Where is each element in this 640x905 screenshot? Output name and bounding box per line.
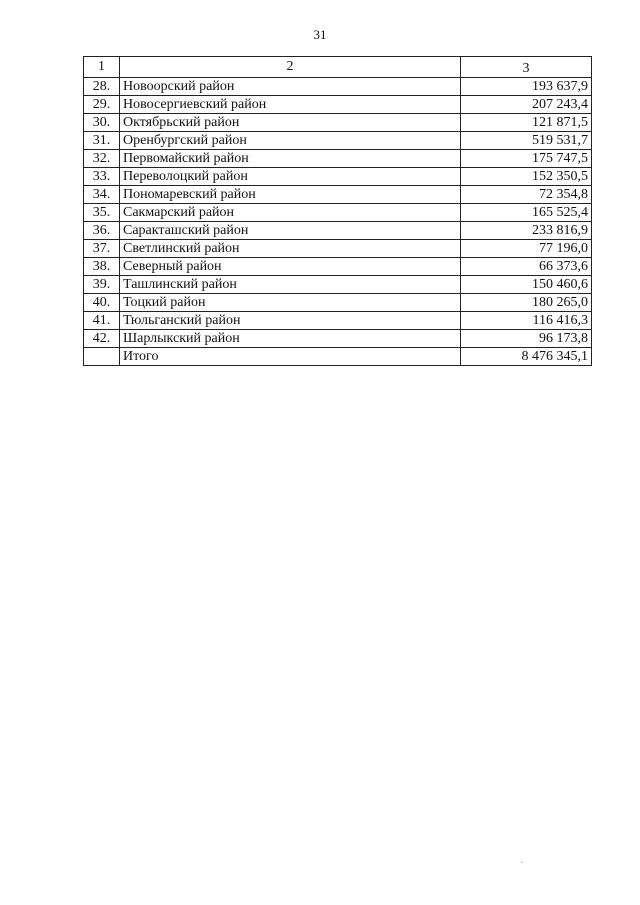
district-table — [83, 56, 592, 366]
row-number: 31. — [84, 132, 120, 150]
row-number: 42. — [84, 330, 120, 348]
header-col-1: 1 — [84, 57, 120, 78]
district-name: Первомайский район — [120, 150, 461, 168]
district-name: Сакмарский район — [120, 204, 461, 222]
table-row — [84, 150, 592, 168]
district-name: Оренбургский район — [120, 132, 461, 150]
page-number: 31 — [313, 27, 327, 42]
table-row — [84, 132, 592, 150]
table-row — [84, 96, 592, 114]
table-row — [84, 222, 592, 240]
row-number: 40. — [84, 294, 120, 312]
row-number: 38. — [84, 258, 120, 276]
table-body — [84, 57, 592, 366]
row-number: 39. — [84, 276, 120, 294]
row-number: 30. — [84, 114, 120, 132]
district-value: 72 354,8 — [461, 186, 592, 204]
district-value: 96 173,8 — [461, 330, 592, 348]
row-number: 35. — [84, 204, 120, 222]
total-value: 8 476 345,1 — [461, 348, 592, 366]
district-value: 77 196,0 — [461, 240, 592, 258]
header-col-3: 3 — [461, 57, 592, 78]
table-row — [84, 78, 592, 96]
district-value: 180 265,0 — [461, 294, 592, 312]
table-row — [84, 312, 592, 330]
district-name: Новосергиевский район — [120, 96, 461, 114]
district-name: Светлинский район — [120, 240, 461, 258]
district-value: 207 243,4 — [461, 96, 592, 114]
table-row — [84, 186, 592, 204]
table-row — [84, 330, 592, 348]
district-name: Ташлинский район — [120, 276, 461, 294]
row-number: 41. — [84, 312, 120, 330]
row-number: 29. — [84, 96, 120, 114]
footer-mark: . — [521, 856, 523, 865]
row-number: 37. — [84, 240, 120, 258]
table-row — [84, 258, 592, 276]
district-name: Октябрьский район — [120, 114, 461, 132]
table-row — [84, 168, 592, 186]
district-value: 519 531,7 — [461, 132, 592, 150]
district-name: Саракташский район — [120, 222, 461, 240]
table-row — [84, 204, 592, 222]
district-name: Новоорский район — [120, 78, 461, 96]
total-num-cell — [84, 348, 120, 366]
table-row — [84, 114, 592, 132]
district-name: Переволоцкий район — [120, 168, 461, 186]
row-number: 33. — [84, 168, 120, 186]
district-value: 175 747,5 — [461, 150, 592, 168]
district-value: 165 525,4 — [461, 204, 592, 222]
row-number: 36. — [84, 222, 120, 240]
total-row — [84, 348, 592, 366]
row-number: 32. — [84, 150, 120, 168]
table-header-row — [84, 57, 592, 78]
row-number: 34. — [84, 186, 120, 204]
table-row — [84, 276, 592, 294]
total-label: Итого — [120, 348, 461, 366]
district-value: 116 416,3 — [461, 312, 592, 330]
district-value: 233 816,9 — [461, 222, 592, 240]
district-value: 150 460,6 — [461, 276, 592, 294]
header-col-2: 2 — [120, 57, 461, 78]
district-name: Тоцкий район — [120, 294, 461, 312]
district-name: Тюльганский район — [120, 312, 461, 330]
district-name: Пономаревский район — [120, 186, 461, 204]
district-value: 193 637,9 — [461, 78, 592, 96]
district-value: 121 871,5 — [461, 114, 592, 132]
district-name: Северный район — [120, 258, 461, 276]
district-name: Шарлыкский район — [120, 330, 461, 348]
district-value: 66 373,6 — [461, 258, 592, 276]
row-number: 28. — [84, 78, 120, 96]
table-row — [84, 294, 592, 312]
table-row — [84, 240, 592, 258]
district-value: 152 350,5 — [461, 168, 592, 186]
